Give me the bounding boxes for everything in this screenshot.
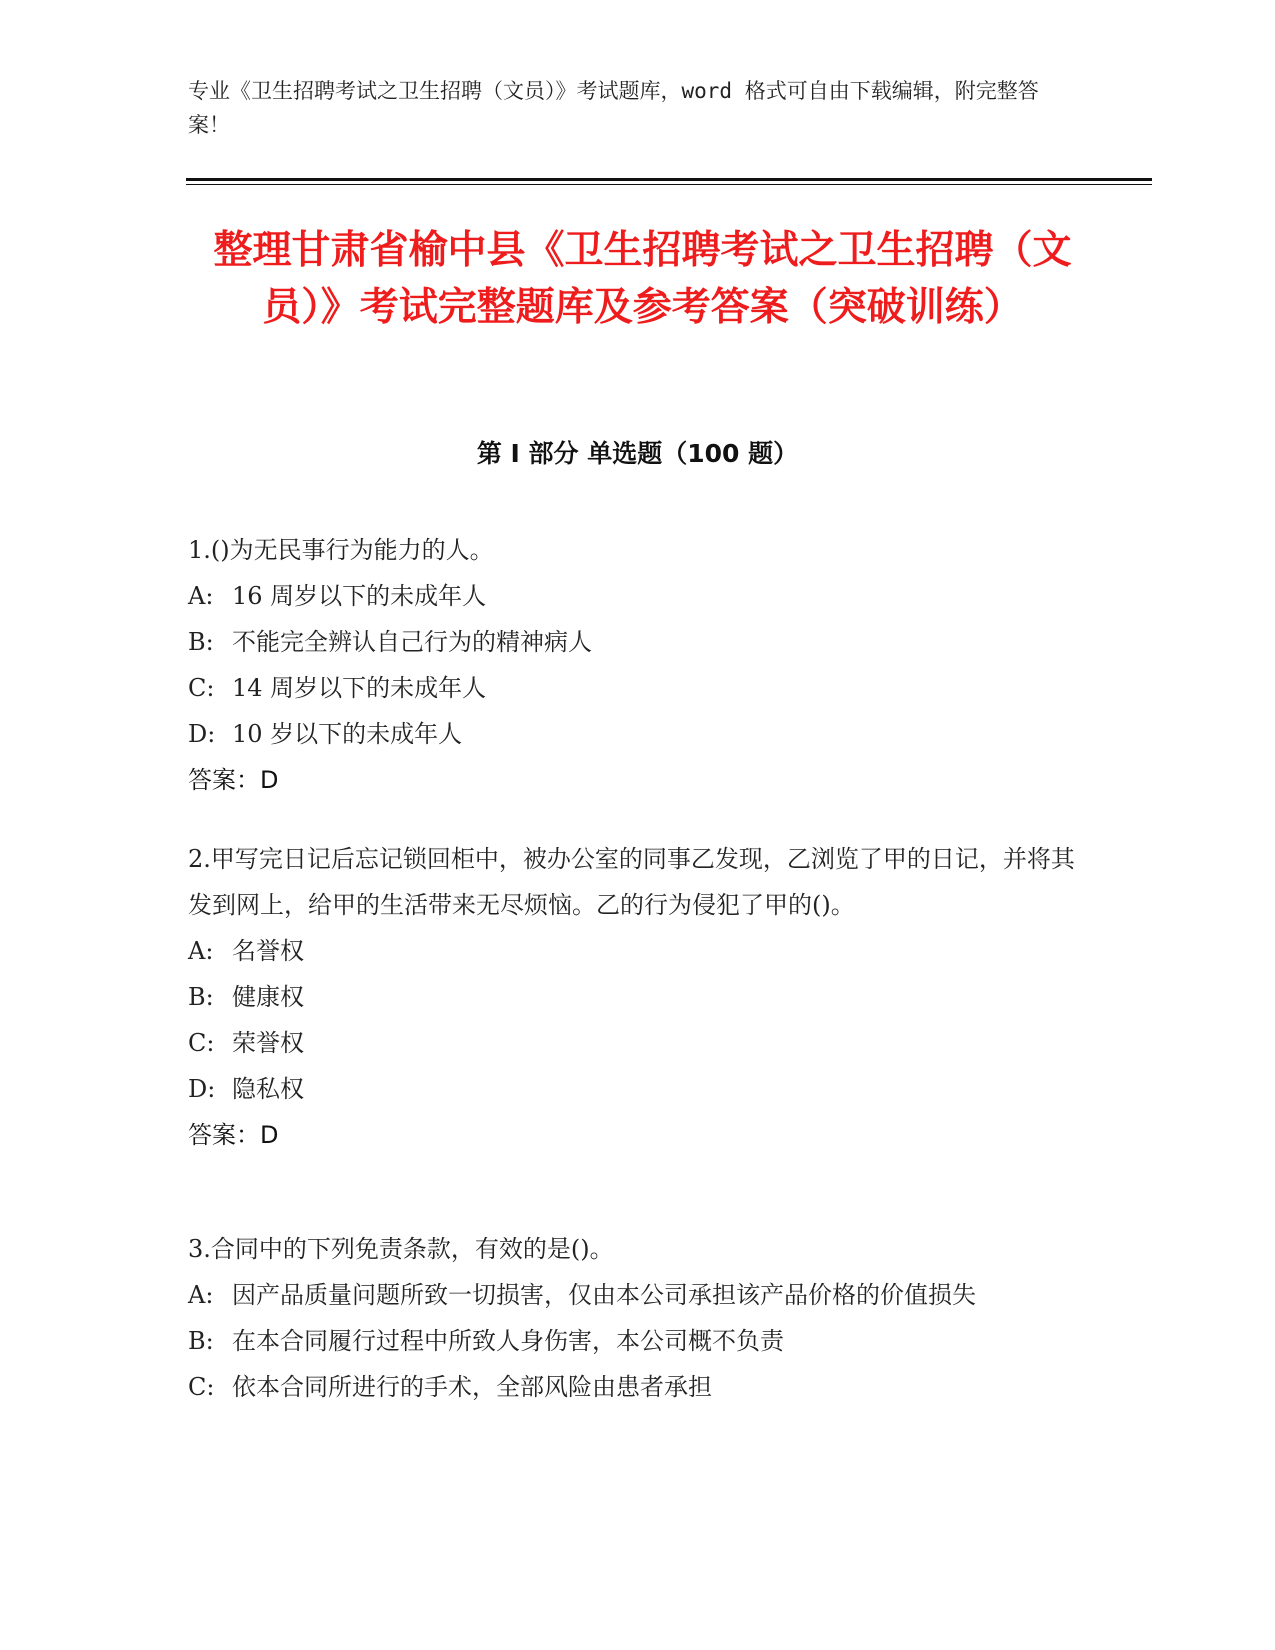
answer-label: 答案：D xyxy=(188,1121,279,1149)
option-key: D: xyxy=(188,720,216,748)
option-c xyxy=(188,665,1088,711)
option-text: 名誉权 xyxy=(232,937,304,965)
question-2 xyxy=(188,836,1088,1158)
option-key: A: xyxy=(188,1281,214,1309)
question-3 xyxy=(188,1226,1088,1410)
option-key: A: xyxy=(188,582,214,610)
option-text: 隐私权 xyxy=(232,1075,304,1103)
option-a xyxy=(188,928,1088,974)
option-key: A: xyxy=(188,937,214,965)
option-key: B: xyxy=(188,1327,214,1355)
header-note: 专业《卫生招聘考试之卫生招聘（文员）》考试题库，word 格式可自由下载编辑，附完整答案！ xyxy=(188,79,1039,137)
option-text: 不能完全辨认自己行为的精神病人 xyxy=(232,628,592,656)
question-1 xyxy=(188,527,1088,803)
option-text: 在本合同履行过程中所致人身伤害，本公司概不负责 xyxy=(232,1327,784,1355)
option-key: B: xyxy=(188,628,214,656)
option-a xyxy=(188,1272,1088,1318)
question-stem: 3.合同中的下列免责条款，有效的是()。 xyxy=(188,1235,614,1263)
option-d xyxy=(188,711,1088,757)
option-d xyxy=(188,1066,1088,1112)
option-b xyxy=(188,1318,1088,1364)
option-key: D: xyxy=(188,1075,216,1103)
option-c xyxy=(188,1364,1088,1410)
option-key: C: xyxy=(188,1373,215,1401)
answer-label: 答案：D xyxy=(188,766,279,794)
document-title: 整理甘肃省榆中县《卫生招聘考试之卫生招聘（文员）》考试完整题库及参考答案（突破训练） xyxy=(213,228,1072,330)
option-key: C: xyxy=(188,674,215,702)
option-text: 16 周岁以下的未成年人 xyxy=(232,582,487,610)
option-key: B: xyxy=(188,983,214,1011)
option-text: 因产品质量问题所致一切损害，仅由本公司承担该产品价格的价值损失 xyxy=(232,1281,976,1309)
header-rule-thick xyxy=(186,178,1152,181)
option-a xyxy=(188,573,1088,619)
option-text: 14 周岁以下的未成年人 xyxy=(232,674,487,702)
question-stem: 2.甲写完日记后忘记锁回柜中，被办公室的同事乙发现，乙浏览了甲的日记，并将其发到网上，给甲的生活带来无尽烦恼。乙的行为侵犯了甲的()。 xyxy=(188,845,1075,919)
option-b xyxy=(188,619,1088,665)
option-text: 健康权 xyxy=(232,983,304,1011)
option-text: 荣誉权 xyxy=(232,1029,304,1057)
option-text: 依本合同所进行的手术，全部风险由患者承担 xyxy=(232,1373,712,1401)
option-b xyxy=(188,974,1088,1020)
question-stem: 1.()为无民事行为能力的人。 xyxy=(188,536,494,564)
option-key: C: xyxy=(188,1029,215,1057)
option-c xyxy=(188,1020,1088,1066)
header-rule-thin xyxy=(186,184,1152,185)
section-title: 第 I 部分 单选题（100 题） xyxy=(476,439,799,468)
option-text: 10 岁以下的未成年人 xyxy=(232,720,463,748)
